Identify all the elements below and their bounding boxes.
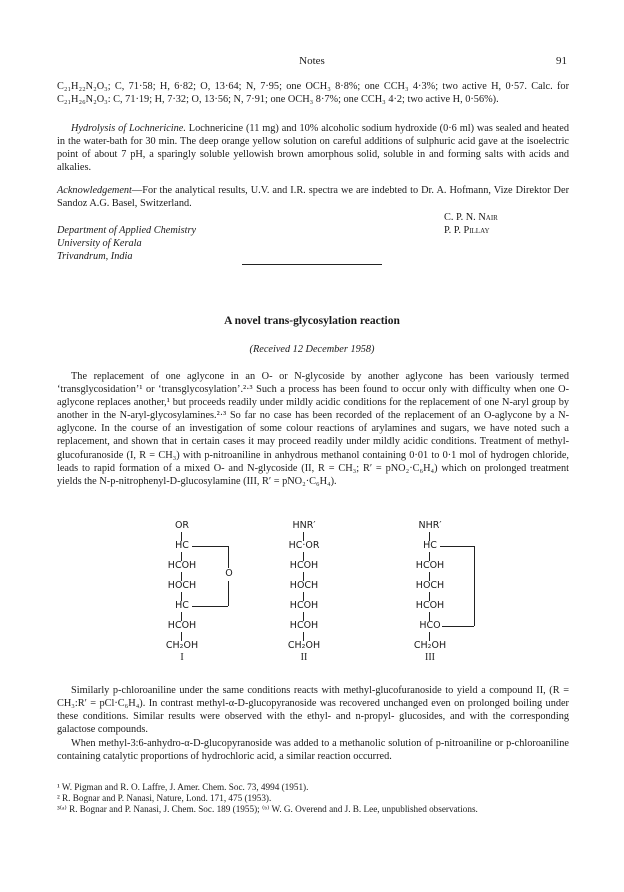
analysis-paragraph: C₂₁H₂₂N₂O₃; C, 71·58; H, 6·82; O, 13·64; N, 7·95; one OCH₃ 8·8%; one CCH₃ 4·3%; two active H, 0·57. Calc. for C₂₁H₂₆N₂O₃: C, 71·19; H, 7·32; O, 13·56; N, 7·91; one OCH₃ 8·7%; one CCH₃ 4·2; two active H, 0·56%). bbox=[57, 81, 569, 106]
affiliation-line: Department of Applied Chemistry bbox=[57, 225, 197, 236]
running-header: Notes bbox=[299, 55, 325, 67]
structure-row: HCOH bbox=[415, 600, 445, 611]
structure-row: HC bbox=[423, 540, 437, 551]
hydrolysis-text: Lochnericine (11 mg) and 10% alcoholic sodium hydroxide (0·6 ml) was sealed and heated in the water-bath for 30 min. The deep orange yellow solution on careful additions of sulphuric acid gave at the isoelectric point of about 7 pH, a sparingly soluble yellowish brown amorphous solid, soluble in and forming salts with acids and alkalies. bbox=[57, 123, 569, 174]
footnote: ² R. Bognar and P. Nanasi, Nature, Lond. 171, 475 (1953). bbox=[57, 793, 272, 804]
received-date: (Received 12 December 1958) bbox=[249, 344, 375, 355]
structure-row: CH₂OH bbox=[287, 640, 321, 651]
structure-row: HCOH bbox=[289, 560, 319, 571]
structure-label: II bbox=[300, 652, 308, 663]
structure-label: III bbox=[425, 652, 435, 663]
article-paragraph-3: When methyl-3:6-anhydro-α-D-glucopyranoside was added to a methanolic solution of p-nitroaniline or p-chloroaniline containing catalytic proportions of hydrochloric acid, a similar reaction occurred. bbox=[57, 738, 569, 763]
structure-row: HOCH bbox=[167, 580, 197, 591]
structure-row: CH₂OH bbox=[413, 640, 447, 651]
structure-row: NHR′ bbox=[418, 520, 442, 531]
author-name: C. P. N. Nair bbox=[444, 212, 498, 223]
affiliation-line: Trivandrum, India bbox=[57, 251, 133, 263]
structure-row: OR bbox=[174, 520, 190, 531]
structure-row: HC·OR bbox=[288, 540, 320, 551]
acknowledgement-text: —For the analytical results, U.V. and I.R. spectra we are indebted to Dr. A. Hofmann, Vize Direktor Der Sandoz A.G. Basel, Switzerland. bbox=[57, 185, 569, 210]
hydrolysis-paragraph bbox=[57, 122, 569, 174]
structure-row: HOCH bbox=[289, 580, 319, 591]
affiliation-line: University of Kerala bbox=[57, 238, 142, 250]
structure-row: HNR′ bbox=[292, 520, 316, 531]
article-paragraph-1: The replacement of one aglycone in an O- or N-glycoside by another aglycone has been variously termed ‘transglycosidation’¹ or ‘transglycosylation’.²·³ Such a process has been found to occur only with difficulty when one O-aglycone replaces another,¹ but proceeds readily under mildly acidic conditions for the replacement of one N-aryl group by another in the N-aryl-glycosylamines.²·³ So far no case has been recorded of the replacement of an O-aglycone by a N-aglycone. In the course of an investigation of some colour reactions of arylamines and sugars, we have noted such a replacement, and shown that in certain cases it may proceed readily under mildly acidic conditions. Treatment of methyl-glucofuranoside (I, R = CH₃) with p-nitroaniline in anhydrous methanol containing 0·01 to 0·1 mol of hydrogen chloride, leads to rapid formation of a mixed O- and N-glycoside (II, R = CH₃; R′ = pNO₂·C₆H₄) which on prolonged treatment yields the N-p-nitrophenyl-D-glucosylamine (III, R′ = pNO₂·C₆H₄). bbox=[57, 371, 569, 487]
structure-row: HCOH bbox=[289, 600, 319, 611]
section-divider bbox=[242, 264, 382, 265]
acknowledgement-paragraph bbox=[57, 184, 569, 210]
structure-row: HC bbox=[175, 600, 189, 611]
author-name: P. P. Pillay bbox=[444, 225, 490, 237]
footnote: ¹ W. Pigman and R. O. Laffre, J. Amer. Chem. Soc. 73, 4994 (1951). bbox=[57, 782, 309, 792]
structure-row: HCOH bbox=[167, 560, 197, 571]
structure-row: HCOH bbox=[289, 620, 319, 631]
author-list bbox=[444, 211, 498, 237]
structure-row: HCOH bbox=[415, 560, 445, 571]
footnotes bbox=[57, 782, 569, 816]
structure-row: CH₂OH bbox=[165, 640, 199, 651]
affiliation bbox=[57, 224, 196, 263]
structure-label: I bbox=[180, 652, 184, 663]
structure-row: HC bbox=[175, 540, 189, 551]
article-title: A novel trans-glycosylation reaction bbox=[224, 315, 400, 327]
article-paragraph-2: Similarly p-chloroaniline under the same conditions reacts with methyl-glucofuranoside to yield a compound II, (R = CH₃:R′ = pCl·C₆H₄). In contrast methyl-α-D-glucopyranoside was recovered unchanged even on prolonged boiling under these conditions. Similar results were observed with the ethyl- and n-propyl- glucosides, and with the corresponding galactose compounds. bbox=[57, 685, 569, 736]
structure-row: HOCH bbox=[415, 580, 445, 591]
footnote: ³⁽ᵃ⁾ R. Bognar and P. Nanasi, J. Chem. Soc. 189 (1955); ⁽ᵇ⁾ W. G. Overend and J. B. Lee, unpublished observations. bbox=[57, 804, 478, 815]
page-number: 91 bbox=[556, 55, 567, 67]
ring-oxygen: O bbox=[225, 568, 233, 579]
structure-row: HCOH bbox=[167, 620, 197, 631]
acknowledgement-heading: Acknowledgement bbox=[57, 185, 132, 196]
structure-row: HCO bbox=[419, 620, 441, 631]
hydrolysis-heading: Hydrolysis of Lochnericine. bbox=[71, 123, 186, 134]
